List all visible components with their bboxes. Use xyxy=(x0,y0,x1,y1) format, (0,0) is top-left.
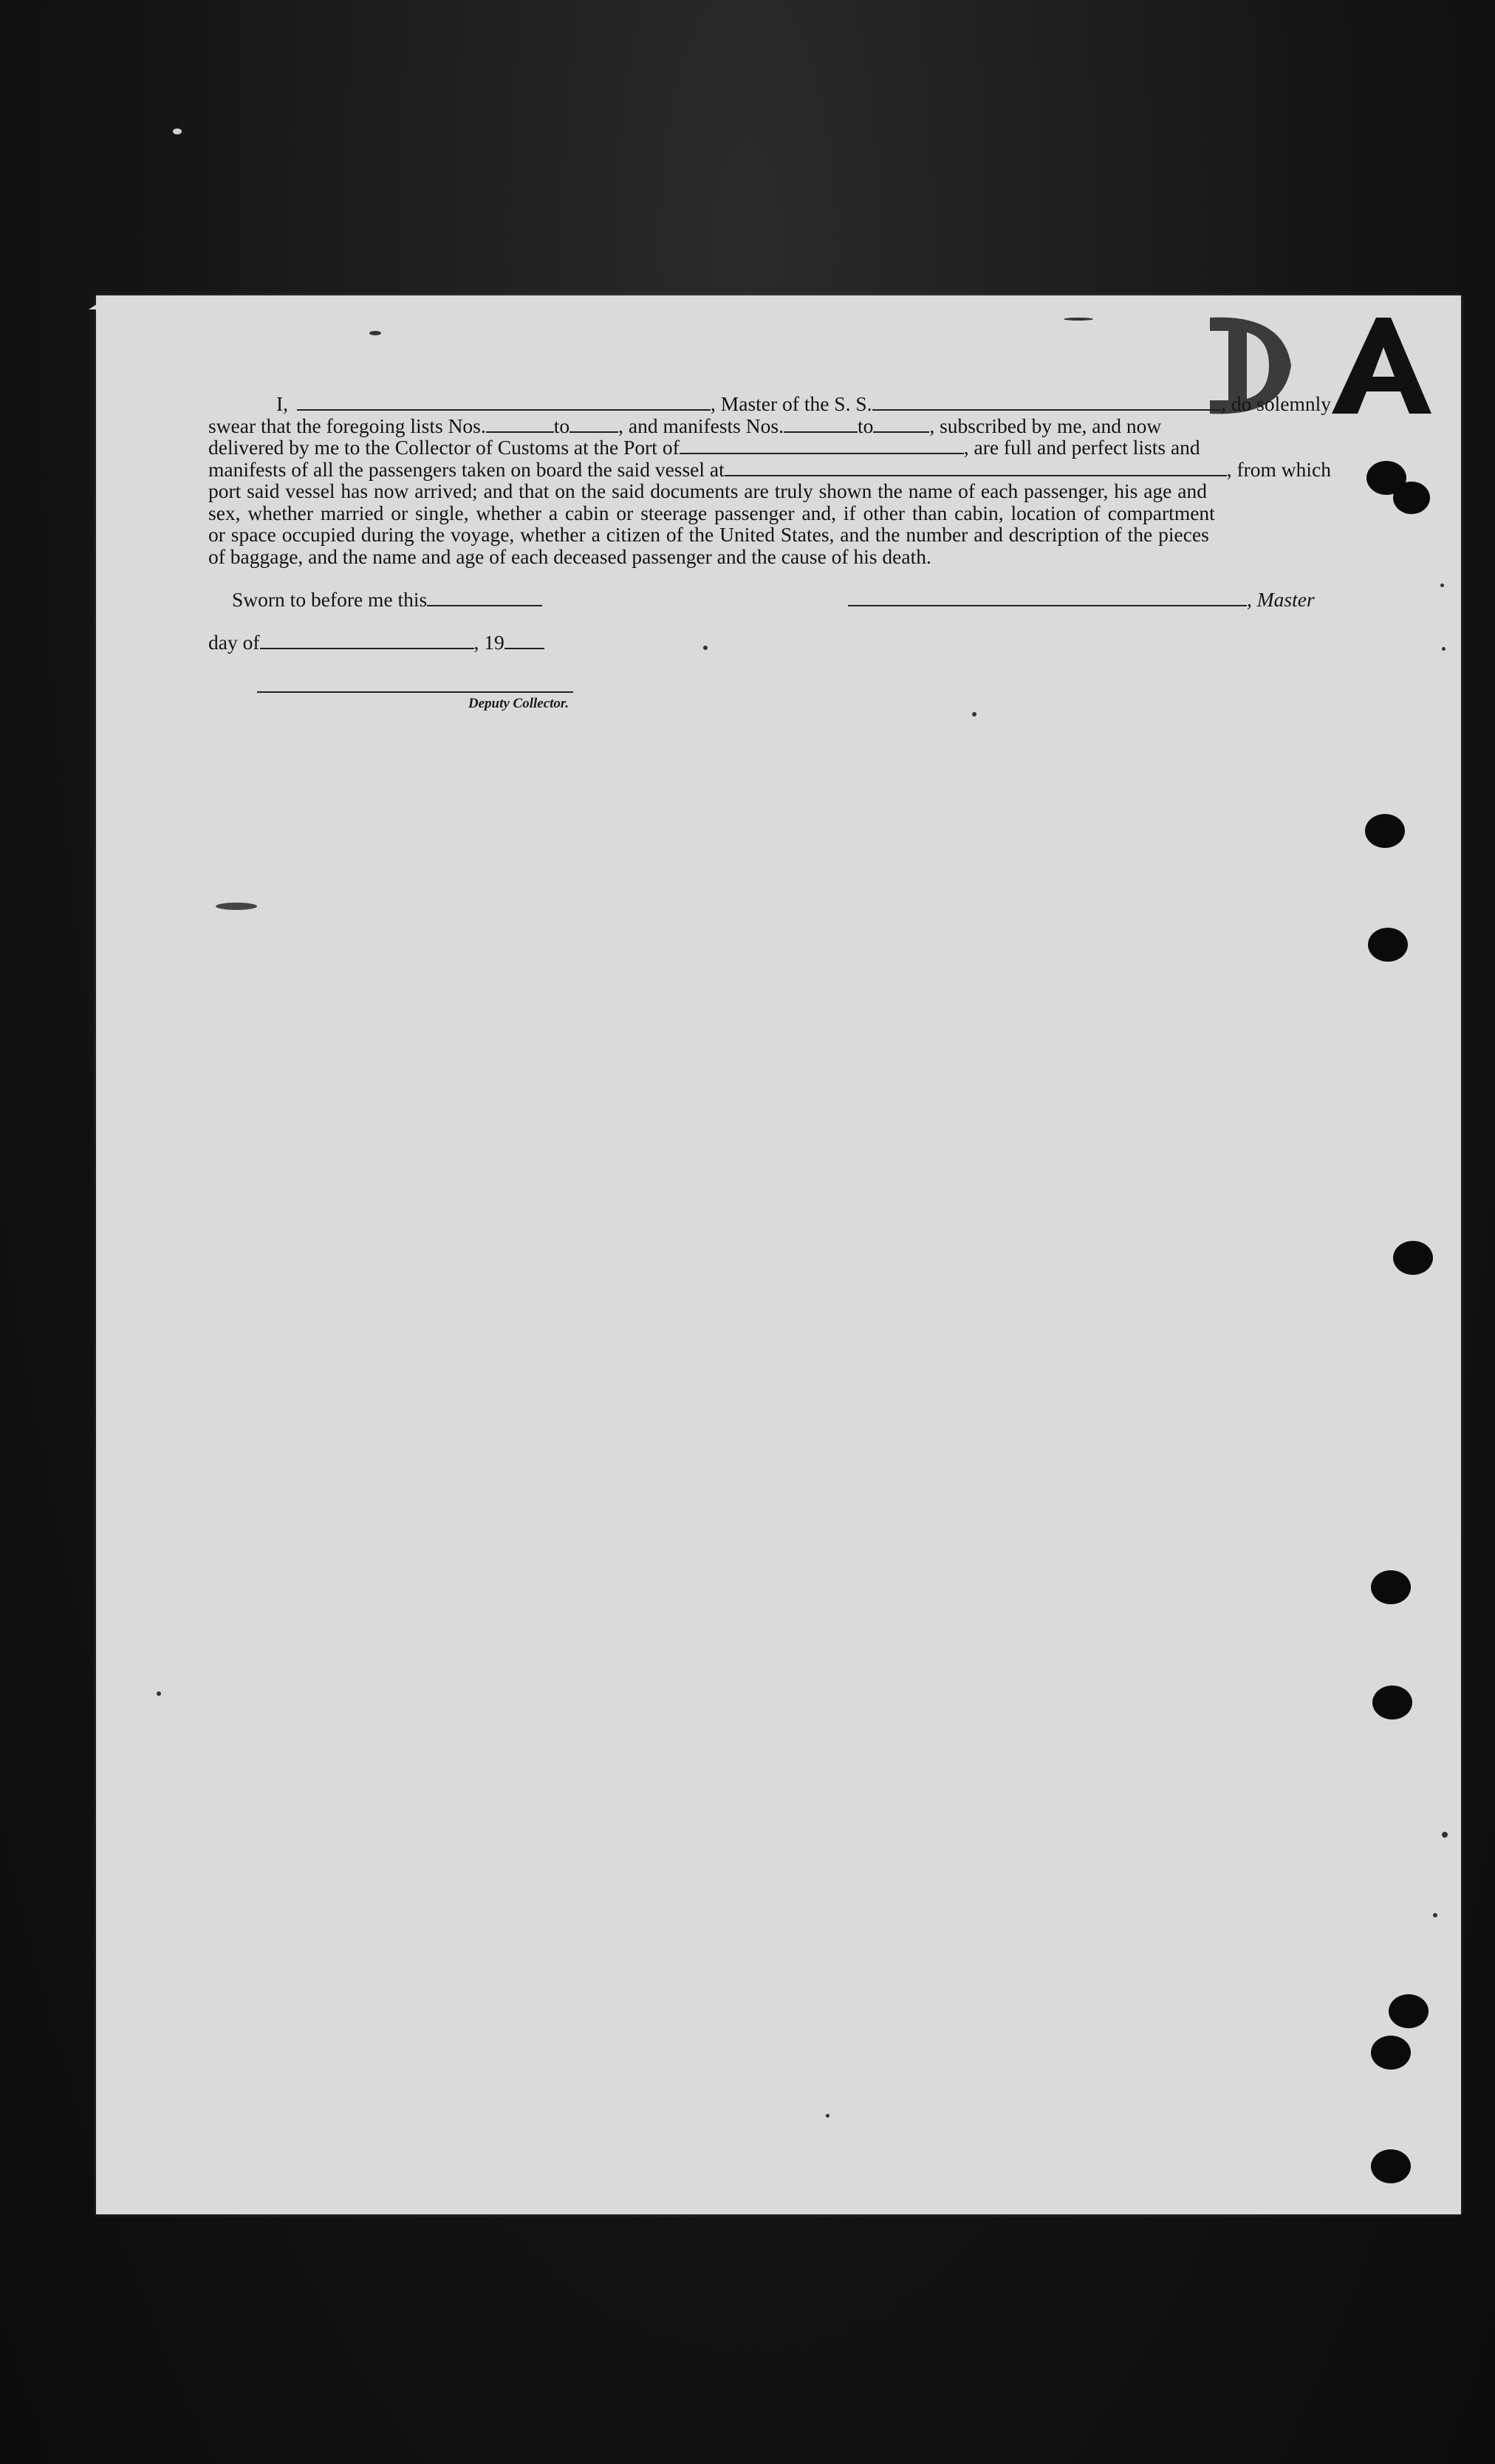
lists-from-field[interactable] xyxy=(486,431,554,433)
ink-speck xyxy=(826,2114,829,2118)
oath-line-3 xyxy=(208,437,1331,459)
oath-line-1 xyxy=(208,393,1331,415)
port-of-label: delivered by me to the Collector of Customs at the Port of xyxy=(208,436,680,459)
full-perfect-label: , are full and perfect lists and xyxy=(963,436,1200,459)
sheet-folded-corner xyxy=(89,299,105,309)
from-which-label: , from which xyxy=(1226,457,1331,481)
ink-speck xyxy=(369,331,381,335)
manifests-from-field[interactable] xyxy=(784,431,858,433)
day-of-label: day of xyxy=(208,631,260,654)
punch-hole xyxy=(1371,2036,1411,2070)
oath-text-6: sex, whether married or single, whether a cabin or steerage passenger and, if other than cabin, location of compartment xyxy=(208,501,1215,524)
manifests-to-label: to xyxy=(857,414,874,437)
sworn-label: Sworn to before me this xyxy=(232,588,428,611)
master-signature-row xyxy=(848,588,1331,612)
ink-speck xyxy=(1442,1832,1448,1838)
document-sheet xyxy=(96,295,1461,2214)
subscribed-label: , subscribed by me, and now xyxy=(929,414,1162,437)
master-of-ss-label: , Master of the S. S. xyxy=(711,392,872,415)
oath-line-5 xyxy=(208,480,1331,502)
manifests-to-field[interactable] xyxy=(873,431,929,433)
oath-line-4 xyxy=(208,459,1331,481)
port-field[interactable] xyxy=(680,452,964,454)
taken-on-board-label: manifests of all the passengers taken on board the said vessel at xyxy=(208,457,725,481)
oath-text-7: or space occupied during the voyage, whether a citizen of the United States, and the number and description of the pieces xyxy=(208,523,1209,546)
scan-speck xyxy=(173,129,182,134)
oath-line-2 xyxy=(208,415,1331,437)
punch-hole xyxy=(1368,928,1408,962)
sworn-day-field[interactable] xyxy=(427,604,542,606)
ship-name-field[interactable] xyxy=(872,408,1222,411)
oath-i-label: I, xyxy=(276,392,289,415)
oath-text-5: port said vessel has now arrived; and that on the said documents are truly shown the name of each passenger, his age and xyxy=(208,479,1207,502)
oath-line-6 xyxy=(208,502,1331,524)
deputy-signature-field[interactable] xyxy=(257,691,573,693)
punch-hole xyxy=(1393,482,1430,514)
ink-speck xyxy=(1440,584,1444,587)
deputy-collector-label: Deputy Collector. xyxy=(468,696,569,711)
ink-speck xyxy=(1433,1913,1437,1917)
month-field[interactable] xyxy=(260,647,474,649)
punch-hole xyxy=(1371,2149,1411,2183)
ink-speck xyxy=(1064,318,1093,321)
sworn-row xyxy=(232,588,542,612)
departure-port-field[interactable] xyxy=(725,474,1227,476)
master-name-field[interactable] xyxy=(297,408,711,411)
ink-speck xyxy=(157,1691,161,1696)
lists-to-label: to xyxy=(553,414,570,437)
punch-hole xyxy=(1365,814,1405,848)
punch-hole xyxy=(1371,1570,1411,1604)
punch-hole xyxy=(1393,1241,1433,1275)
oath-line-8 xyxy=(208,546,1331,568)
year-prefix-label: , 19 xyxy=(473,631,504,654)
ink-smudge xyxy=(216,903,257,910)
oath-paragraph xyxy=(208,393,1331,567)
day-of-row xyxy=(208,631,544,654)
master-signature-field[interactable] xyxy=(848,604,1247,606)
ink-speck xyxy=(703,646,708,650)
ink-speck xyxy=(972,712,976,716)
lists-nos-label: swear that the foregoing lists Nos. xyxy=(208,414,486,437)
lists-to-field[interactable] xyxy=(569,431,618,433)
oath-text-8: of baggage, and the name and age of each deceased passenger and the cause of his death. xyxy=(208,544,931,568)
manifests-nos-label: , and manifests Nos. xyxy=(618,414,784,437)
year-field[interactable] xyxy=(504,647,544,649)
oath-line-7 xyxy=(208,524,1331,546)
punch-hole xyxy=(1389,1994,1429,2028)
punch-hole xyxy=(1372,1686,1412,1719)
master-label: , Master xyxy=(1247,588,1315,611)
ink-speck xyxy=(1442,647,1446,651)
do-solemnly-label: , do solemnly xyxy=(1221,392,1331,415)
